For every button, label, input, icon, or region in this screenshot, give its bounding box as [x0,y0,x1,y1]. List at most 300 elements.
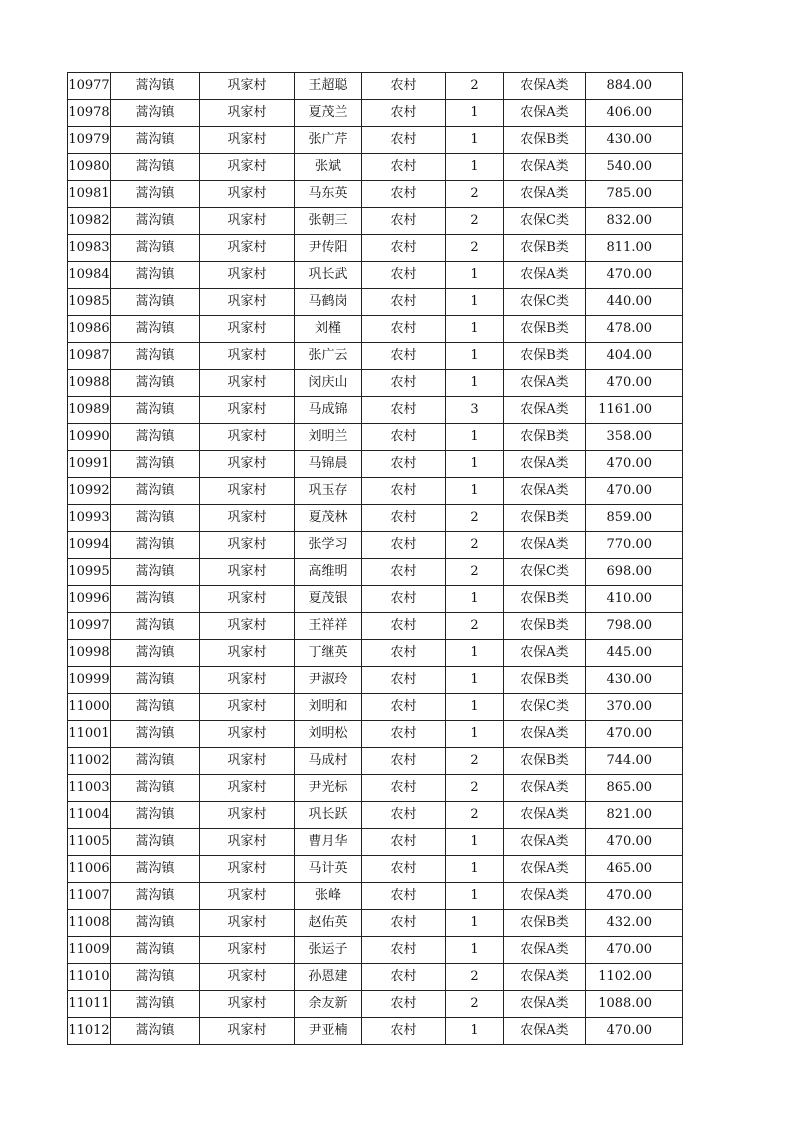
amount-cell: 1102.00 [586,964,683,991]
amount-cell: 470.00 [586,721,683,748]
name-cell: 巩长跃 [295,802,362,829]
name-cell: 张朝三 [295,208,362,235]
area-type-cell: 农村 [362,181,446,208]
village-cell: 巩家村 [200,478,295,505]
area-type-cell: 农村 [362,964,446,991]
name-cell: 王超聪 [295,73,362,100]
table-row [68,397,683,424]
name-cell: 刘明兰 [295,424,362,451]
village-cell: 巩家村 [200,856,295,883]
record-id-cell: 10999 [68,667,111,694]
amount-cell: 470.00 [586,883,683,910]
amount-cell: 859.00 [586,505,683,532]
area-type-cell: 农村 [362,154,446,181]
household-count-cell: 2 [446,181,504,208]
insurance-class-cell: 农保B类 [504,910,586,937]
insurance-class-cell: 农保A类 [504,802,586,829]
area-type-cell: 农村 [362,424,446,451]
town-cell: 蒿沟镇 [111,964,200,991]
insurance-class-cell: 农保A类 [504,640,586,667]
table-row [68,667,683,694]
name-cell: 尹传阳 [295,235,362,262]
record-id-cell: 10981 [68,181,111,208]
record-id-cell: 11011 [68,991,111,1018]
area-type-cell: 农村 [362,316,446,343]
insurance-class-cell: 农保B类 [504,748,586,775]
household-count-cell: 2 [446,775,504,802]
table-row [68,424,683,451]
insurance-class-cell: 农保A类 [504,883,586,910]
town-cell: 蒿沟镇 [111,883,200,910]
town-cell: 蒿沟镇 [111,505,200,532]
table-row [68,559,683,586]
amount-cell: 770.00 [586,532,683,559]
name-cell: 赵佑英 [295,910,362,937]
name-cell: 夏茂兰 [295,100,362,127]
name-cell: 夏茂林 [295,505,362,532]
town-cell: 蒿沟镇 [111,235,200,262]
insurance-class-cell: 农保B类 [504,235,586,262]
town-cell: 蒿沟镇 [111,154,200,181]
village-cell: 巩家村 [200,667,295,694]
name-cell: 尹光标 [295,775,362,802]
area-type-cell: 农村 [362,856,446,883]
town-cell: 蒿沟镇 [111,397,200,424]
village-cell: 巩家村 [200,127,295,154]
amount-cell: 884.00 [586,73,683,100]
name-cell: 张运子 [295,937,362,964]
record-id-cell: 10998 [68,640,111,667]
insurance-class-cell: 农保A类 [504,181,586,208]
name-cell: 马鹤岗 [295,289,362,316]
amount-cell: 410.00 [586,586,683,613]
village-cell: 巩家村 [200,775,295,802]
table-row [68,262,683,289]
amount-cell: 470.00 [586,370,683,397]
record-id-cell: 11008 [68,910,111,937]
household-count-cell: 1 [446,343,504,370]
name-cell: 张斌 [295,154,362,181]
amount-cell: 440.00 [586,289,683,316]
amount-cell: 470.00 [586,1018,683,1045]
insurance-class-cell: 农保A类 [504,775,586,802]
table-row [68,451,683,478]
village-cell: 巩家村 [200,991,295,1018]
record-id-cell: 11012 [68,1018,111,1045]
amount-cell: 430.00 [586,667,683,694]
town-cell: 蒿沟镇 [111,343,200,370]
table-row [68,991,683,1018]
insurance-class-cell: 农保A类 [504,829,586,856]
area-type-cell: 农村 [362,343,446,370]
area-type-cell: 农村 [362,775,446,802]
insurance-class-cell: 农保C类 [504,289,586,316]
insurance-class-cell: 农保A类 [504,370,586,397]
area-type-cell: 农村 [362,802,446,829]
amount-cell: 698.00 [586,559,683,586]
amount-cell: 470.00 [586,478,683,505]
record-id-cell: 10982 [68,208,111,235]
town-cell: 蒿沟镇 [111,640,200,667]
table-row [68,748,683,775]
record-id-cell: 11007 [68,883,111,910]
household-count-cell: 1 [446,883,504,910]
table-row [68,1018,683,1045]
record-id-cell: 11006 [68,856,111,883]
household-count-cell: 2 [446,532,504,559]
area-type-cell: 农村 [362,208,446,235]
area-type-cell: 农村 [362,748,446,775]
insurance-class-cell: 农保A类 [504,532,586,559]
town-cell: 蒿沟镇 [111,586,200,613]
area-type-cell: 农村 [362,127,446,154]
household-count-cell: 1 [446,424,504,451]
area-type-cell: 农村 [362,478,446,505]
name-cell: 闵庆山 [295,370,362,397]
record-id-cell: 11000 [68,694,111,721]
table-row [68,100,683,127]
name-cell: 马成锦 [295,397,362,424]
insurance-class-cell: 农保A类 [504,73,586,100]
insurance-class-cell: 农保B类 [504,127,586,154]
town-cell: 蒿沟镇 [111,991,200,1018]
table-row [68,856,683,883]
household-count-cell: 1 [446,100,504,127]
record-id-cell: 11010 [68,964,111,991]
area-type-cell: 农村 [362,586,446,613]
household-count-cell: 2 [446,802,504,829]
table-row [68,127,683,154]
insurance-class-cell: 农保A类 [504,478,586,505]
town-cell: 蒿沟镇 [111,829,200,856]
table-row [68,910,683,937]
insurance-class-cell: 农保A类 [504,856,586,883]
area-type-cell: 农村 [362,289,446,316]
area-type-cell: 农村 [362,1018,446,1045]
record-id-cell: 10990 [68,424,111,451]
record-id-cell: 11005 [68,829,111,856]
name-cell: 马东英 [295,181,362,208]
record-id-cell: 11003 [68,775,111,802]
table-row [68,937,683,964]
amount-cell: 811.00 [586,235,683,262]
table-row [68,343,683,370]
village-cell: 巩家村 [200,613,295,640]
town-cell: 蒿沟镇 [111,73,200,100]
name-cell: 孙恩建 [295,964,362,991]
table-row [68,532,683,559]
table-row [68,829,683,856]
table-row [68,802,683,829]
insurance-class-cell: 农保C类 [504,208,586,235]
insurance-class-cell: 农保B类 [504,424,586,451]
amount-cell: 465.00 [586,856,683,883]
town-cell: 蒿沟镇 [111,856,200,883]
household-count-cell: 2 [446,505,504,532]
insurance-class-cell: 农保A类 [504,1018,586,1045]
village-cell: 巩家村 [200,262,295,289]
town-cell: 蒿沟镇 [111,667,200,694]
amount-cell: 470.00 [586,937,683,964]
area-type-cell: 农村 [362,910,446,937]
household-count-cell: 1 [446,289,504,316]
town-cell: 蒿沟镇 [111,748,200,775]
name-cell: 夏茂银 [295,586,362,613]
name-cell: 张广芹 [295,127,362,154]
village-cell: 巩家村 [200,370,295,397]
village-cell: 巩家村 [200,532,295,559]
town-cell: 蒿沟镇 [111,127,200,154]
record-id-cell: 10979 [68,127,111,154]
name-cell: 刘明松 [295,721,362,748]
household-count-cell: 1 [446,937,504,964]
name-cell: 尹淑玲 [295,667,362,694]
name-cell: 尹亚楠 [295,1018,362,1045]
table-row [68,586,683,613]
area-type-cell: 农村 [362,451,446,478]
area-type-cell: 农村 [362,100,446,127]
insurance-class-cell: 农保A类 [504,991,586,1018]
name-cell: 马锦晨 [295,451,362,478]
household-count-cell: 2 [446,73,504,100]
table-row [68,964,683,991]
insurance-class-cell: 农保A类 [504,100,586,127]
name-cell: 张学习 [295,532,362,559]
town-cell: 蒿沟镇 [111,910,200,937]
amount-cell: 470.00 [586,262,683,289]
area-type-cell: 农村 [362,937,446,964]
household-count-cell: 2 [446,559,504,586]
table-row [68,694,683,721]
table-row [68,73,683,100]
town-cell: 蒿沟镇 [111,937,200,964]
area-type-cell: 农村 [362,73,446,100]
amount-cell: 540.00 [586,154,683,181]
amount-cell: 445.00 [586,640,683,667]
record-id-cell: 11001 [68,721,111,748]
household-count-cell: 2 [446,748,504,775]
name-cell: 高维明 [295,559,362,586]
town-cell: 蒿沟镇 [111,424,200,451]
area-type-cell: 农村 [362,883,446,910]
table-row [68,208,683,235]
town-cell: 蒿沟镇 [111,208,200,235]
record-id-cell: 10995 [68,559,111,586]
household-count-cell: 2 [446,964,504,991]
village-cell: 巩家村 [200,100,295,127]
insurance-class-cell: 农保B类 [504,667,586,694]
village-cell: 巩家村 [200,586,295,613]
area-type-cell: 农村 [362,667,446,694]
town-cell: 蒿沟镇 [111,1018,200,1045]
village-cell: 巩家村 [200,181,295,208]
village-cell: 巩家村 [200,1018,295,1045]
household-count-cell: 1 [446,1018,504,1045]
record-id-cell: 10986 [68,316,111,343]
insurance-class-cell: 农保A类 [504,721,586,748]
amount-cell: 470.00 [586,829,683,856]
name-cell: 马计英 [295,856,362,883]
insurance-class-cell: 农保A类 [504,451,586,478]
amount-cell: 358.00 [586,424,683,451]
village-cell: 巩家村 [200,910,295,937]
household-count-cell: 1 [446,721,504,748]
record-id-cell: 10992 [68,478,111,505]
area-type-cell: 农村 [362,532,446,559]
town-cell: 蒿沟镇 [111,559,200,586]
insurance-class-cell: 农保C类 [504,559,586,586]
amount-cell: 1161.00 [586,397,683,424]
village-cell: 巩家村 [200,694,295,721]
record-id-cell: 11004 [68,802,111,829]
household-count-cell: 1 [446,262,504,289]
area-type-cell: 农村 [362,829,446,856]
record-id-cell: 10991 [68,451,111,478]
village-cell: 巩家村 [200,883,295,910]
table-row [68,154,683,181]
village-cell: 巩家村 [200,343,295,370]
amount-cell: 370.00 [586,694,683,721]
table-row [68,289,683,316]
town-cell: 蒿沟镇 [111,694,200,721]
table-row [68,613,683,640]
town-cell: 蒿沟镇 [111,451,200,478]
amount-cell: 821.00 [586,802,683,829]
town-cell: 蒿沟镇 [111,802,200,829]
village-cell: 巩家村 [200,235,295,262]
name-cell: 王祥祥 [295,613,362,640]
village-cell: 巩家村 [200,505,295,532]
name-cell: 余友新 [295,991,362,1018]
household-count-cell: 3 [446,397,504,424]
village-cell: 巩家村 [200,208,295,235]
record-id-cell: 10988 [68,370,111,397]
insurance-class-cell: 农保A类 [504,262,586,289]
insurance-class-cell: 农保A类 [504,964,586,991]
amount-cell: 404.00 [586,343,683,370]
town-cell: 蒿沟镇 [111,613,200,640]
area-type-cell: 农村 [362,991,446,1018]
record-id-cell: 10985 [68,289,111,316]
amount-cell: 798.00 [586,613,683,640]
record-id-cell: 10987 [68,343,111,370]
household-count-cell: 2 [446,235,504,262]
household-count-cell: 1 [446,127,504,154]
amount-cell: 865.00 [586,775,683,802]
village-cell: 巩家村 [200,721,295,748]
amount-cell: 478.00 [586,316,683,343]
amount-cell: 785.00 [586,181,683,208]
record-id-cell: 10978 [68,100,111,127]
town-cell: 蒿沟镇 [111,100,200,127]
record-id-cell: 10977 [68,73,111,100]
village-cell: 巩家村 [200,829,295,856]
insurance-class-cell: 农保B类 [504,343,586,370]
household-count-cell: 1 [446,154,504,181]
household-count-cell: 1 [446,856,504,883]
household-count-cell: 1 [446,640,504,667]
town-cell: 蒿沟镇 [111,532,200,559]
household-count-cell: 1 [446,667,504,694]
area-type-cell: 农村 [362,262,446,289]
amount-cell: 470.00 [586,451,683,478]
name-cell: 丁继英 [295,640,362,667]
household-count-cell: 2 [446,613,504,640]
town-cell: 蒿沟镇 [111,262,200,289]
amount-cell: 1088.00 [586,991,683,1018]
record-id-cell: 10983 [68,235,111,262]
name-cell: 巩玉存 [295,478,362,505]
insurance-class-cell: 农保C类 [504,694,586,721]
table-body [68,73,683,1045]
record-id-cell: 10994 [68,532,111,559]
name-cell: 巩长武 [295,262,362,289]
village-cell: 巩家村 [200,451,295,478]
table-row [68,505,683,532]
town-cell: 蒿沟镇 [111,478,200,505]
name-cell: 张峰 [295,883,362,910]
record-id-cell: 10984 [68,262,111,289]
village-cell: 巩家村 [200,73,295,100]
household-count-cell: 1 [446,910,504,937]
village-cell: 巩家村 [200,640,295,667]
record-id-cell: 10993 [68,505,111,532]
village-cell: 巩家村 [200,559,295,586]
table-row [68,640,683,667]
household-count-cell: 1 [446,316,504,343]
amount-cell: 744.00 [586,748,683,775]
town-cell: 蒿沟镇 [111,181,200,208]
area-type-cell: 农村 [362,559,446,586]
record-id-cell: 10989 [68,397,111,424]
record-id-cell: 10996 [68,586,111,613]
village-cell: 巩家村 [200,397,295,424]
amount-cell: 430.00 [586,127,683,154]
insurance-class-cell: 农保A类 [504,154,586,181]
table-row [68,370,683,397]
village-cell: 巩家村 [200,316,295,343]
insurance-class-cell: 农保B类 [504,505,586,532]
town-cell: 蒿沟镇 [111,289,200,316]
town-cell: 蒿沟镇 [111,721,200,748]
household-count-cell: 1 [446,478,504,505]
household-count-cell: 1 [446,451,504,478]
amount-cell: 432.00 [586,910,683,937]
village-cell: 巩家村 [200,154,295,181]
household-count-cell: 1 [446,829,504,856]
amount-cell: 832.00 [586,208,683,235]
area-type-cell: 农村 [362,640,446,667]
record-id-cell: 11002 [68,748,111,775]
village-cell: 巩家村 [200,964,295,991]
record-id-cell: 10997 [68,613,111,640]
town-cell: 蒿沟镇 [111,775,200,802]
household-count-cell: 1 [446,370,504,397]
household-count-cell: 1 [446,586,504,613]
village-cell: 巩家村 [200,289,295,316]
insurance-class-cell: 农保A类 [504,397,586,424]
area-type-cell: 农村 [362,505,446,532]
household-count-cell: 2 [446,208,504,235]
table-row [68,235,683,262]
name-cell: 刘明和 [295,694,362,721]
table-row [68,478,683,505]
insurance-class-cell: 农保B类 [504,316,586,343]
insurance-class-cell: 农保A类 [504,937,586,964]
household-count-cell: 2 [446,991,504,1018]
amount-cell: 406.00 [586,100,683,127]
area-type-cell: 农村 [362,613,446,640]
